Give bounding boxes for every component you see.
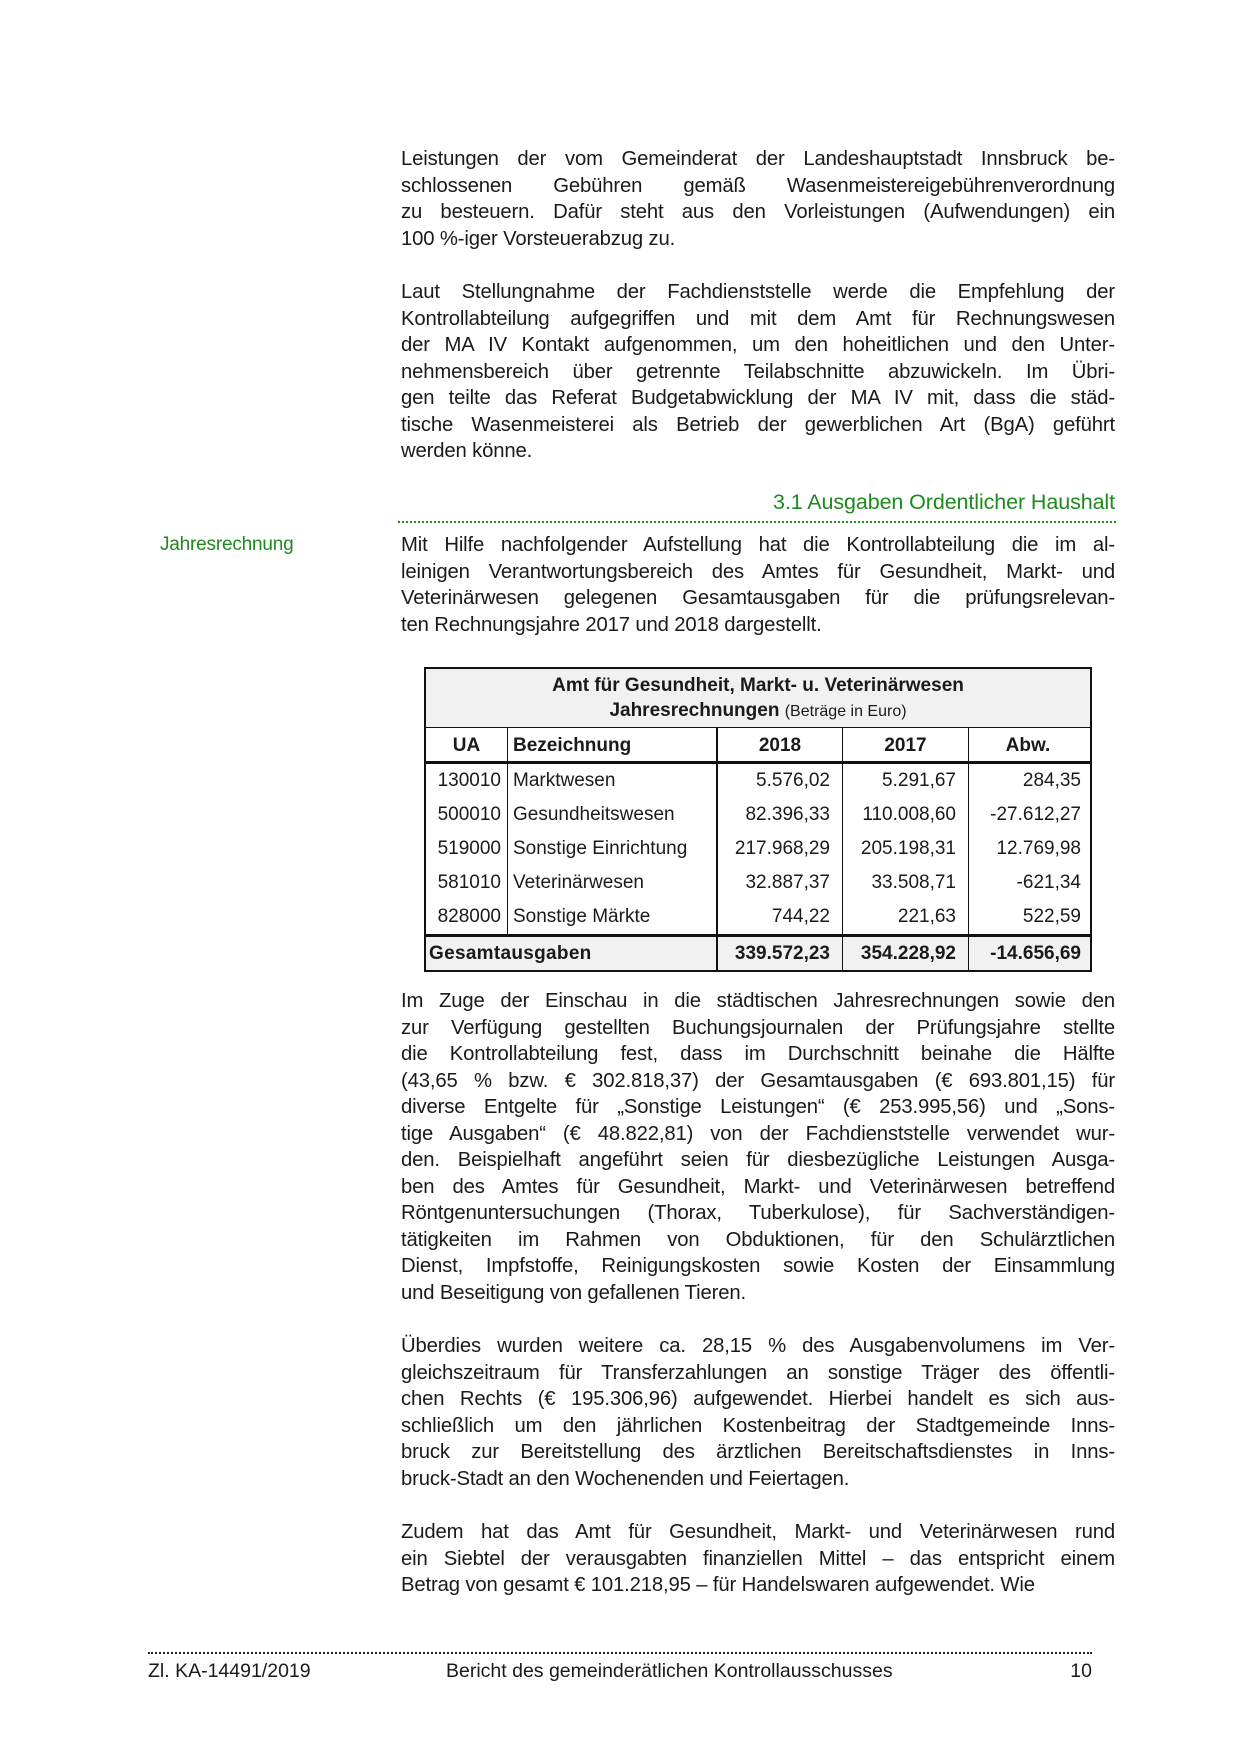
text-line: leinigen Verantwortungsbereich des Amtes für Gesundheit, Markt- und (401, 560, 1115, 583)
text-line: ben des Amtes für Gesundheit, Markt- und Veterinärwesen betreffend (401, 1175, 1115, 1198)
table-row (426, 866, 1090, 900)
text-line: der MA IV Kontakt aufgenommen, um den hoheitlichen und den Unter- (401, 334, 1115, 356)
text-line: Kontrollabteilung aufgegriffen und mit dem Amt für Rechnungswesen (401, 307, 1115, 330)
table-unit-note: (Beträge in Euro) (784, 703, 907, 720)
header-ua: UA (426, 728, 508, 764)
total-abw: -14.656,69 (990, 943, 1081, 964)
table-row (426, 900, 1090, 934)
page-footer (148, 1660, 1092, 1686)
total-2018: 339.572,23 (718, 937, 843, 970)
paragraph-stellungnahme (401, 279, 1115, 465)
cell-bezeichnung: Veterinärwesen (508, 866, 718, 900)
cell-2018: 217.968,29 (718, 832, 843, 866)
cell-2018: 744,22 (718, 900, 843, 934)
header-abw: Abw. (969, 728, 1090, 764)
section-divider (398, 521, 1116, 523)
cell-abw: 284,35 (1022, 770, 1081, 791)
text-line: werden könne. (401, 440, 533, 462)
text-line: diverse Entgelte für „Sonstige Leistungen“ (€ 253.995,56) und „Sons- (401, 1096, 1115, 1118)
text-line: tätigkeiten im Rahmen von Obduktionen, für den Schulärztlichen (401, 1228, 1115, 1251)
cell-abw: 522,59 (1022, 906, 1081, 927)
cell-2018: 5.576,02 (718, 764, 843, 798)
cell-ua: 500010 (426, 798, 508, 832)
paragraph-einschau (401, 988, 1115, 1306)
cell-ua: 581010 (426, 866, 508, 900)
table-header-row (426, 728, 1090, 764)
table-total-row (426, 934, 1090, 970)
cell-2017: 5.291,67 (843, 764, 969, 798)
text-line: gen teilte das Referat Budgetabwicklung der MA IV mit, dass die städ- (401, 387, 1115, 409)
cell-ua: 828000 (426, 900, 508, 934)
section-heading: 3.1 Ausgaben Ordentlicher Haushalt (772, 490, 1115, 514)
text-line: und Beseitigung von gefallenen Tieren. (401, 1281, 746, 1304)
paragraph-aufstellung (401, 532, 1115, 638)
cell-abw: -621,34 (1016, 872, 1081, 893)
paragraph-transferzahlungen (401, 1333, 1115, 1492)
cell-bezeichnung: Marktwesen (508, 764, 718, 798)
cell-2017: 205.198,31 (843, 832, 969, 866)
header-2017: 2017 (843, 728, 969, 764)
footer-title: Bericht des gemeinderätlichen Kontrollausschusses (446, 1660, 893, 1682)
paragraph-vorsteuer (401, 146, 1115, 252)
header-bezeichnung: Bezeichnung (508, 728, 718, 764)
text-line: ten Rechnungsjahre 2017 und 2018 dargestellt. (401, 613, 822, 636)
text-line: schlossenen Gebühren gemäß Wasenmeistereigebührenverordnung (401, 174, 1115, 197)
text-line: Röntgenuntersuchungen (Thorax, Tuberkulose), für Sachverständigen- (401, 1202, 1115, 1224)
cell-2018: 82.396,33 (718, 798, 843, 832)
text-line: bruck-Stadt an den Wochenenden und Feiertagen. (401, 1467, 850, 1490)
text-line: tige Ausgaben“ (€ 48.822,81) von der Fachdienststelle verwendet wur- (401, 1122, 1115, 1145)
text-line: Im Zuge der Einschau in die städtischen Jahresrechnungen sowie den (401, 990, 1115, 1012)
text-line: schließlich um den jährlichen Kostenbeitrag der Stadtgemeinde Inns- (401, 1414, 1115, 1437)
cell-2018: 32.887,37 (718, 866, 843, 900)
text-line: gleichszeitraum für Transferzahlungen an sonstige Träger des öffentli- (401, 1361, 1115, 1384)
cell-abw: 12.769,98 (996, 838, 1081, 859)
text-line: chen Rechts (€ 195.306,96) aufgewendet. Hierbei handelt es sich aus- (401, 1388, 1115, 1410)
table-caption (426, 669, 1090, 728)
table-row (426, 764, 1090, 798)
cell-bezeichnung: Gesundheitswesen (508, 798, 718, 832)
table-body (426, 764, 1090, 934)
paragraph-handelswaren (401, 1519, 1115, 1599)
table-subtitle: Jahresrechnungen (Beträge in Euro) (609, 700, 907, 721)
total-2017: 354.228,92 (843, 937, 969, 970)
text-line: bruck zur Bereitstellung des ärztlichen Bereitschaftsdienstes in Inns- (401, 1441, 1115, 1463)
expenses-table (424, 667, 1092, 972)
header-2018: 2018 (718, 728, 843, 764)
cell-ua: 130010 (426, 764, 508, 798)
text-line: zu besteuern. Dafür steht aus den Vorleistungen (Aufwendungen) ein (401, 201, 1115, 223)
cell-2017: 33.508,71 (843, 866, 969, 900)
text-line: ein Siebtel der verausgabten finanziellen Mittel – das entspricht einem (401, 1547, 1115, 1570)
footer-divider (148, 1652, 1092, 1654)
cell-2017: 110.008,60 (843, 798, 969, 832)
table-title: Amt für Gesundheit, Markt- u. Veterinärwesen (552, 675, 964, 696)
text-line: (43,65 % bzw. € 302.818,37) der Gesamtausgaben (€ 693.801,15) für (401, 1069, 1115, 1092)
cell-2017: 221,63 (843, 900, 969, 934)
margin-label-jahresrechnung: Jahresrechnung (160, 534, 294, 555)
text-line: Mit Hilfe nachfolgender Aufstellung hat die Kontrollabteilung die im al- (401, 534, 1115, 556)
text-line: nehmensbereich über getrennte Teilabschnitte abzuwickeln. Im Übri- (401, 360, 1115, 383)
page-number: 10 (1070, 1660, 1092, 1682)
cell-abw: -27.612,27 (990, 804, 1081, 825)
text-line: 100 %-iger Vorsteuerabzug zu. (401, 227, 676, 250)
text-line: Laut Stellungnahme der Fachdienststelle werde die Empfehlung der (401, 281, 1115, 303)
table-row (426, 798, 1090, 832)
cell-ua: 519000 (426, 832, 508, 866)
text-line: Leistungen der vom Gemeinderat der Landeshauptstadt Innsbruck be- (401, 148, 1115, 170)
text-line: tische Wasenmeisterei als Betrieb der gewerblichen Art (BgA) geführt (401, 413, 1115, 436)
footer-reference: Zl. KA-14491/2019 (148, 1660, 311, 1682)
text-line: zur Verfügung gestellten Buchungsjournalen der Prüfungsjahre stellte (401, 1016, 1115, 1039)
cell-bezeichnung: Sonstige Einrichtung (508, 832, 718, 866)
table-row (426, 832, 1090, 866)
text-line: den. Beispielhaft angeführt seien für diesbezügliche Leistungen Ausga- (401, 1149, 1115, 1171)
cell-bezeichnung: Sonstige Märkte (508, 900, 718, 934)
total-label: Gesamtausgaben (426, 937, 718, 970)
text-line: die Kontrollabteilung fest, dass im Durchschnitt beinahe die Hälfte (401, 1043, 1115, 1065)
text-line: Betrag von gesamt € 101.218,95 – für Handelswaren aufgewendet. Wie (401, 1574, 1035, 1596)
text-line: Veterinärwesen gelegenen Gesamtausgaben für die prüfungsrelevan- (401, 587, 1115, 609)
text-line: Überdies wurden weitere ca. 28,15 % des Ausgabenvolumens im Ver- (401, 1335, 1115, 1357)
text-line: Zudem hat das Amt für Gesundheit, Markt- und Veterinärwesen rund (401, 1521, 1115, 1543)
text-line: Dienst, Impfstoffe, Reinigungskosten sowie Kosten der Einsammlung (401, 1255, 1115, 1277)
